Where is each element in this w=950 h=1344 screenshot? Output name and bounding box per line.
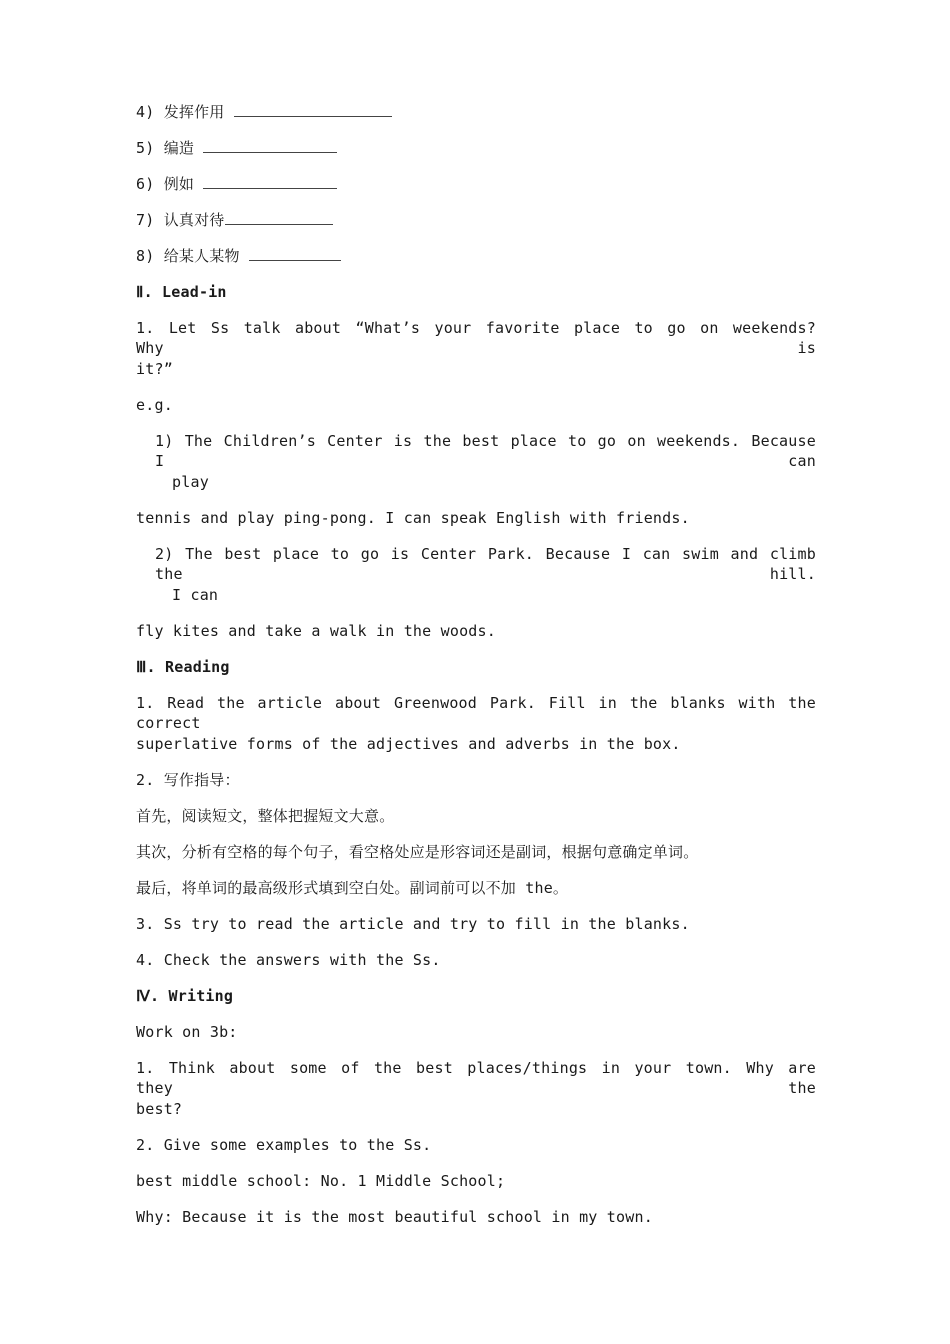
answer-blank[interactable] [234, 102, 392, 117]
writing-guide-2: 其次，分析有空格的每个句子，看空格处应是形容词还是副词，根据句意确定单词。 [136, 843, 699, 861]
eg-label: e.g. [136, 396, 173, 414]
writing-example-b: Why: Because it is the most beautiful school in my town. [136, 1208, 653, 1226]
lead-in-item-1: 1. Let Ss talk about “What’s your favorite place to go on weekends? Why is [136, 319, 816, 357]
writing-item-1: 1. Think about some of the best places/things in your town. Why are they the [136, 1059, 816, 1097]
vocab-item-4: 4) 发挥作用 [136, 102, 816, 122]
reading-item-1-cont: superlative forms of the adjectives and adverbs in the box. [136, 735, 681, 753]
writing-intro: Work on 3b: [136, 1023, 238, 1041]
example-2-cont: I can [172, 586, 219, 604]
reading-item-3: 3. Ss try to read the article and try to fill in the blanks. [136, 915, 690, 933]
reading-item-2: 2. 写作指导： [136, 771, 240, 789]
example-2-end: fly kites and take a walk in the woods. [136, 622, 496, 640]
writing-guide-3: 最后，将单词的最高级形式填到空白处。副词前可以不加 the。 [136, 879, 569, 897]
answer-blank[interactable] [203, 174, 337, 189]
vocab-item-8: 8) 给某人某物 [136, 246, 816, 266]
reading-item-4: 4. Check the answers with the Ss. [136, 951, 441, 969]
example-1-end: tennis and play ping-pong. I can speak English with friends. [136, 509, 690, 527]
lead-in-item-1-cont: it?” [136, 360, 173, 378]
answer-blank[interactable] [203, 138, 337, 153]
section-heading-reading: Ⅲ. Reading [136, 658, 230, 676]
vocab-item-5: 5) 编造 [136, 138, 816, 158]
example-1: 1) The Children’s Center is the best place to go on weekends. Because I can [155, 432, 816, 470]
writing-example-a: best middle school: No. 1 Middle School; [136, 1172, 506, 1190]
reading-item-1: 1. Read the article about Greenwood Park. Fill in the blanks with the correct [136, 694, 816, 732]
example-1-cont: play [172, 473, 209, 491]
vocab-item-7: 7) 认真对待 [136, 210, 816, 230]
example-2: 2) The best place to go is Center Park. Because I can swim and climb the hill. [155, 545, 816, 583]
writing-guide-1: 首先，阅读短文，整体把握短文大意。 [136, 807, 395, 825]
answer-blank[interactable] [225, 210, 333, 225]
writing-item-1-cont: best? [136, 1100, 183, 1118]
section-heading-writing: Ⅳ. Writing [136, 987, 234, 1005]
vocab-item-6: 6) 例如 [136, 174, 816, 194]
answer-blank[interactable] [249, 246, 341, 261]
writing-item-2: 2. Give some examples to the Ss. [136, 1136, 432, 1154]
section-heading-lead-in: Ⅱ. Lead-in [136, 283, 227, 301]
